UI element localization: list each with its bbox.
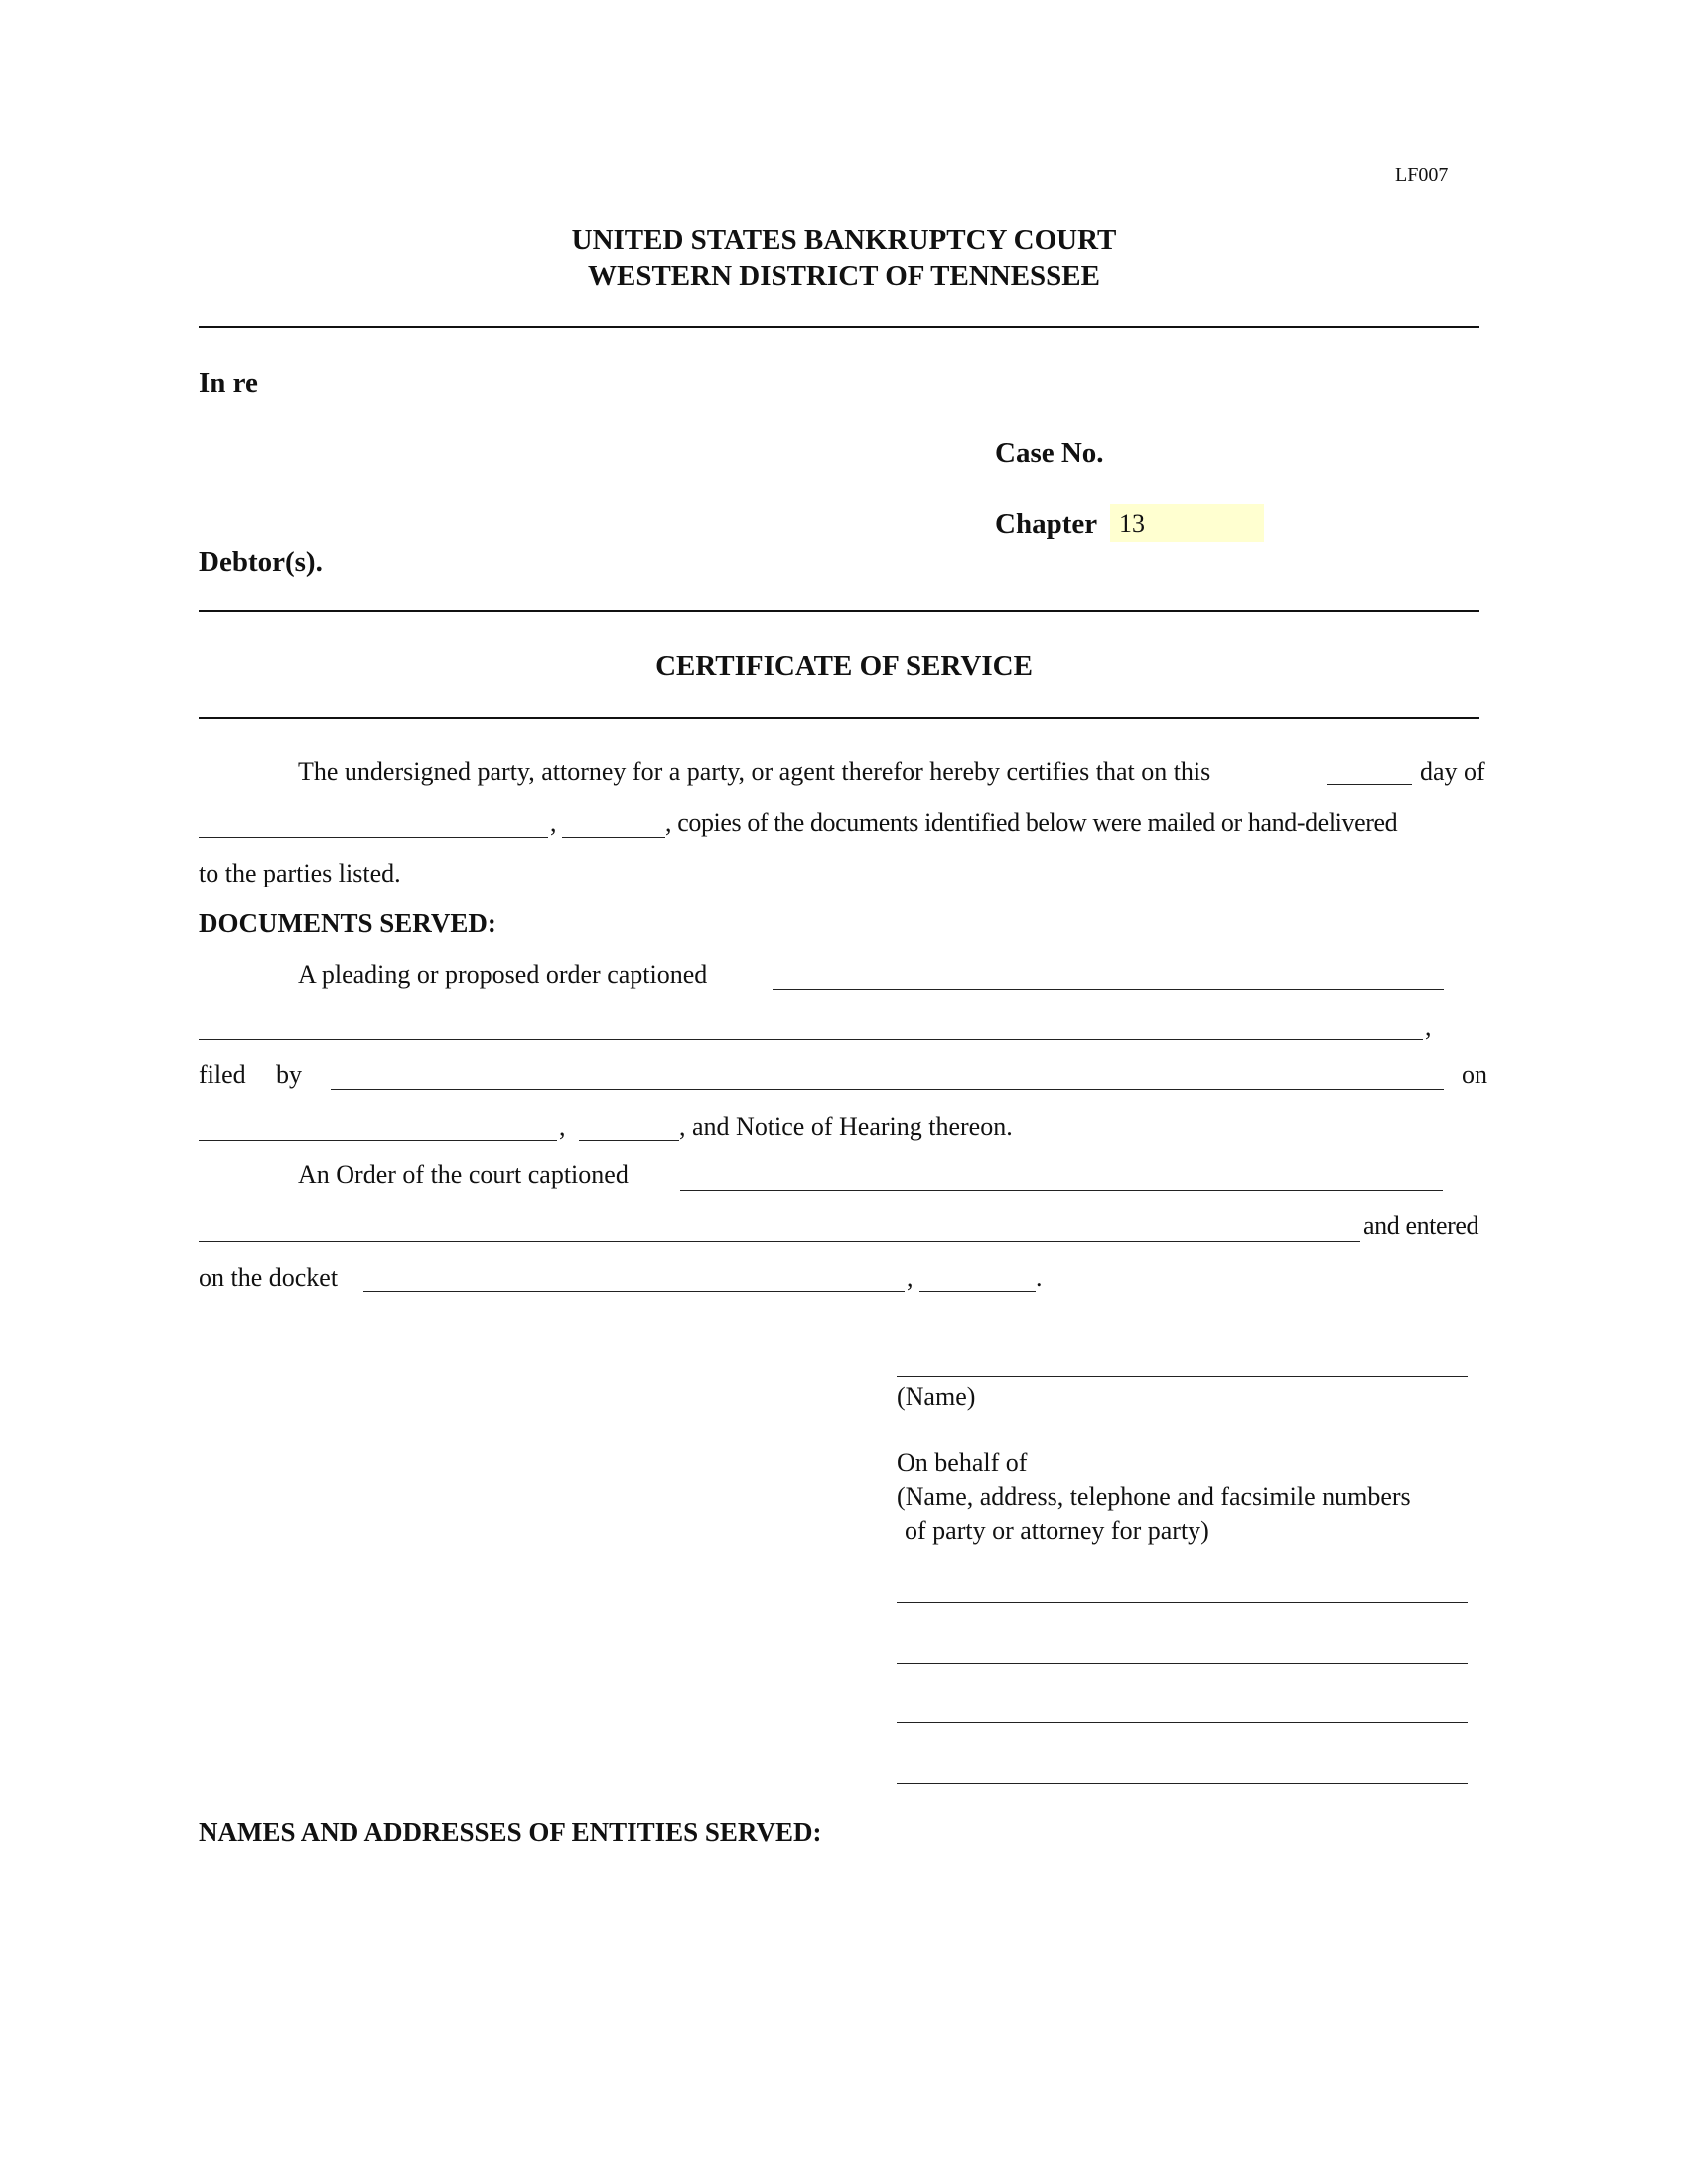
page-title: CERTIFICATE OF SERVICE (655, 650, 1033, 682)
party-info-blank-1[interactable] (897, 1602, 1468, 1603)
court-name: UNITED STATES BANKRUPTCY COURT (571, 224, 1117, 256)
pleading-comma: , (1425, 1013, 1432, 1041)
header-divider (199, 326, 1479, 328)
pleading-text: A pleading or proposed order captioned (298, 960, 708, 989)
filed-by-blank[interactable] (331, 1089, 1444, 1090)
hearing-date-blank[interactable] (199, 1140, 557, 1141)
form-code: LF007 (1395, 164, 1449, 186)
chapter-label: Chapter (995, 508, 1098, 540)
on-text: on (1462, 1060, 1487, 1089)
hearing-year-blank[interactable] (579, 1140, 679, 1141)
docket-text: on the docket (199, 1263, 339, 1292)
docket-year-blank[interactable] (919, 1291, 1036, 1292)
entities-served-heading: NAMES AND ADDRESSES OF ENTITIES SERVED: (199, 1817, 822, 1846)
caption-divider (199, 610, 1479, 612)
name-label: (Name) (897, 1382, 976, 1411)
certify-text: The undersigned party, attorney for a party, or agent therefor hereby certifies that on this (298, 757, 1211, 786)
hearing-comma: , (559, 1112, 566, 1141)
docket-date-blank[interactable] (363, 1291, 905, 1292)
party-info-blank-2[interactable] (897, 1663, 1468, 1664)
party-info-blank-3[interactable] (897, 1722, 1468, 1723)
signature-name-blank[interactable] (897, 1376, 1468, 1377)
party-details-label: (Name, address, telephone and facsimile numbers (897, 1482, 1411, 1511)
court-district: WESTERN DISTRICT OF TENNESSEE (587, 260, 1100, 292)
in-re-label: In re (199, 367, 258, 399)
month-comma: , (550, 808, 557, 837)
filed-text: filed (199, 1060, 246, 1089)
chapter-value: 13 (1119, 509, 1145, 538)
pleading-caption-blank[interactable] (773, 989, 1444, 990)
copies-text: , copies of the documents identified below were mailed or hand-delivered (665, 808, 1398, 837)
case-no-label: Case No. (995, 437, 1104, 469)
pleading-caption-blank-2[interactable] (199, 1039, 1423, 1040)
order-caption-blank[interactable] (680, 1190, 1443, 1191)
party-info-blank-4[interactable] (897, 1783, 1468, 1784)
on-behalf-text: On behalf of (897, 1448, 1028, 1477)
docket-period: . (1036, 1263, 1043, 1292)
and-entered-text: and entered (1363, 1211, 1479, 1240)
documents-served-heading: DOCUMENTS SERVED: (199, 908, 496, 938)
hearing-text: , and Notice of Hearing thereon. (679, 1112, 1013, 1141)
year-blank[interactable] (562, 837, 665, 838)
day-of-text: day of (1420, 757, 1485, 786)
by-text: by (276, 1060, 302, 1089)
party-details-label-2: of party or attorney for party) (905, 1516, 1209, 1545)
order-text: An Order of the court captioned (298, 1160, 629, 1189)
month-blank[interactable] (199, 837, 548, 838)
title-divider (199, 717, 1479, 719)
chapter-field[interactable] (1110, 504, 1264, 542)
parties-listed-text: to the parties listed. (199, 859, 401, 887)
order-caption-blank-2[interactable] (199, 1241, 1360, 1242)
docket-comma: , (907, 1263, 914, 1292)
debtors-label: Debtor(s). (199, 546, 323, 578)
day-blank[interactable] (1327, 784, 1412, 785)
